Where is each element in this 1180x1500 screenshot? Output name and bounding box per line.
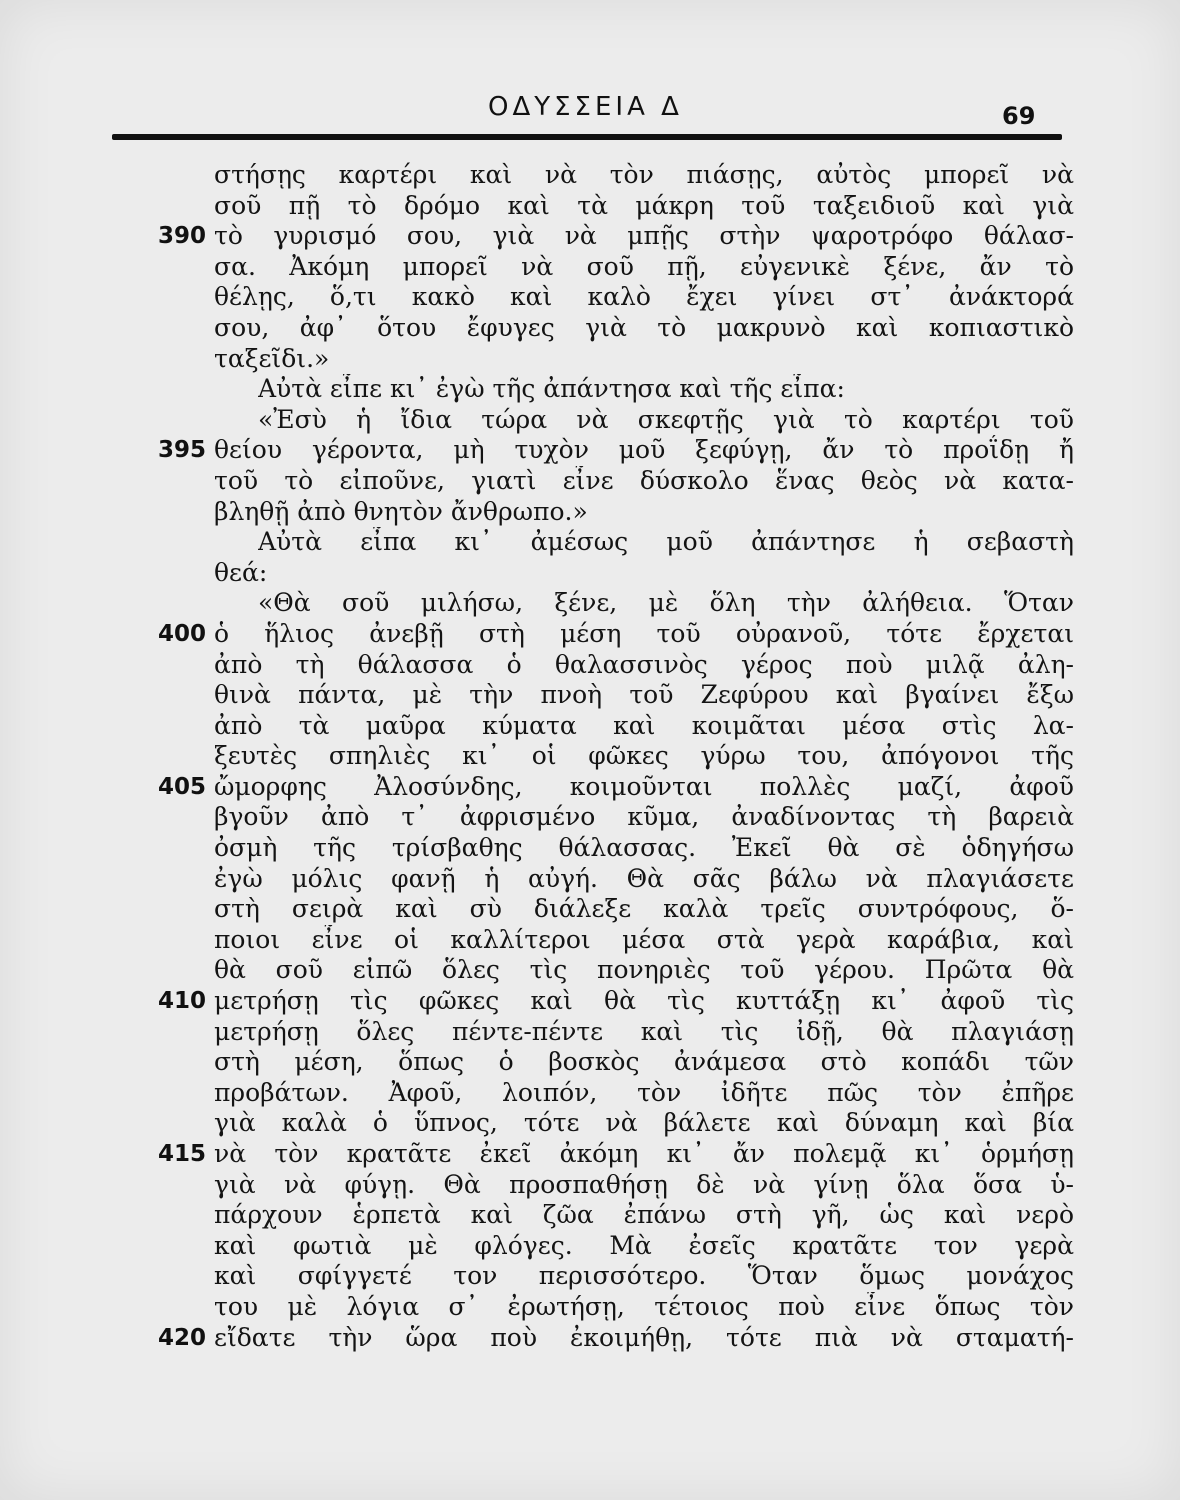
line-text: ταξεῖδι.» xyxy=(214,343,330,373)
text-line xyxy=(0,527,1180,558)
line-text: μετρήσῃ ὅλες πέντε-πέντε καὶ τὶς ἰδῇ, θὰ πλαγιάσῃ xyxy=(214,1016,1074,1046)
line-text: του μὲ λόγια σ᾽ ἐρωτήσῃ, τέτοιος ποὺ εἶνε ὅπως τὸν xyxy=(214,1291,1074,1321)
line-number: 390 xyxy=(158,223,207,250)
header-rule xyxy=(112,134,1062,140)
line-number: 400 xyxy=(158,620,207,647)
line-text: Αὐτὰ εἶπα κι᾽ ἀμέσως μοῦ ἀπάντησε ἡ σεβαστὴ xyxy=(258,527,1074,557)
line-text: βγοῦν ἀπὸ τ᾽ ἀφρισμένο κῦμα, ἀναδίνοντας τὴ βαρειὰ xyxy=(214,802,1074,832)
text-line xyxy=(0,497,1180,528)
text-line xyxy=(0,619,1180,650)
line-number: 395 xyxy=(158,437,207,464)
line-text: τὸ γυρισμό σου, γιὰ νὰ μπῇς στὴν ψαροτρόφο θάλασ- xyxy=(214,221,1074,251)
line-text: σα. Ἀκόμη μπορεῖ νὰ σοῦ πῇ, εὐγενικὲ ξένε, ἄν τὸ xyxy=(214,251,1074,281)
line-text: ὤμορφης Ἀλοσύνδης, κοιμοῦνται πολλὲς μαζί, ἀφοῦ xyxy=(214,771,1074,801)
line-text: στὴ μέση, ὅπως ὁ βοσκὸς ἀνάμεσα στὸ κοπάδι τῶν xyxy=(214,1047,1074,1077)
line-text: Αὐτὰ εἶπε κι᾽ ἐγὼ τῆς ἀπάντησα καὶ τῆς εἶπα: xyxy=(258,374,845,404)
text-line xyxy=(0,772,1180,803)
line-text: στὴ σειρὰ καὶ σὺ διάλεξε καλὰ τρεῖς συντρόφους, ὅ- xyxy=(214,894,1074,924)
line-text: ποιοι εἶνε οἱ καλλίτεροι μέσα στὰ γερὰ καράβια, καὶ xyxy=(214,924,1074,954)
line-text: ξευτὲς σπηλιὲς κι᾽ οἱ φῶκες γύρω του, ἀπόγονοι τῆς xyxy=(214,741,1074,771)
line-text: θὰ σοῦ εἰπῶ ὅλες τὶς πονηριὲς τοῦ γέρου. Πρῶτα θὰ xyxy=(214,955,1074,985)
text-line xyxy=(0,741,1180,772)
text-line xyxy=(0,588,1180,619)
text-line xyxy=(0,313,1180,344)
text-line xyxy=(0,160,1180,191)
text-line xyxy=(0,344,1180,375)
text-line xyxy=(0,191,1180,222)
line-text: γιὰ καλὰ ὁ ὕπνος, τότε νὰ βάλετε καὶ δύναμη καὶ βία xyxy=(214,1108,1074,1138)
line-text: ὁ ἥλιος ἀνεβῇ στὴ μέση τοῦ οὐρανοῦ, τότε ἔρχεται xyxy=(214,618,1074,648)
line-text: ὀσμὴ τῆς τρίσβαθης θάλασσας. Ἐκεῖ θὰ σὲ ὁδηγήσω xyxy=(214,833,1074,863)
line-text: θινὰ πάντα, μὲ τὴν πνοὴ τοῦ Ζεφύρου καὶ βγαίνει ἔξω xyxy=(214,680,1074,710)
text-line xyxy=(0,1261,1180,1292)
page-number: 69 xyxy=(1002,102,1036,130)
text-line xyxy=(0,466,1180,497)
line-number: 420 xyxy=(158,1324,207,1351)
text-line xyxy=(0,1108,1180,1139)
line-number: 405 xyxy=(158,773,207,800)
line-text: νὰ τὸν κρατᾶτε ἐκεῖ ἀκόμη κι᾽ ἄν πολεμᾷ κι᾽ ὁρμήσῃ xyxy=(214,1139,1074,1168)
line-text: τοῦ τὸ εἰποῦνε, γιατὶ εἶνε δύσκολο ἕνας θεὸς νὰ κατα- xyxy=(214,465,1074,495)
text-line xyxy=(0,1078,1180,1109)
line-text: στήσῃς καρτέρι καὶ νὰ τὸν πιάσῃς, αὐτὸς μπορεῖ νὰ xyxy=(214,160,1074,189)
text-line xyxy=(0,252,1180,283)
text-line xyxy=(0,650,1180,681)
line-text: θέλῃς, ὅ,τι κακὸ καὶ καλὸ ἔχει γίνει στ᾽ ἀνάκτορά xyxy=(214,282,1074,312)
line-text: θεά: xyxy=(214,557,268,587)
body-text xyxy=(0,160,1180,1353)
text-line xyxy=(0,802,1180,833)
line-text: καὶ φωτιὰ μὲ φλόγες. Μὰ ἐσεῖς κρατᾶτε τον γερὰ xyxy=(214,1230,1074,1260)
running-header xyxy=(0,88,1180,148)
text-line xyxy=(0,711,1180,742)
line-text: μετρήσῃ τὶς φῶκες καὶ θὰ τὶς κυττάξῃ κι᾽ ἀφοῦ τὶς xyxy=(214,986,1074,1016)
line-text: γιὰ νὰ φύγῃ. Θὰ προσπαθήσῃ δὲ νὰ γίνῃ ὅλα ὅσα ὑ- xyxy=(214,1169,1074,1199)
text-line xyxy=(0,435,1180,466)
text-line xyxy=(0,558,1180,589)
line-text: καὶ σφίγγετέ τον περισσότερο. Ὅταν ὅμως μονάχος xyxy=(214,1261,1074,1291)
line-text: πάρχουν ἑρπετὰ καὶ ζῶα ἐπάνω στὴ γῆ, ὡς καὶ νερὸ xyxy=(214,1200,1074,1230)
text-line xyxy=(0,680,1180,711)
text-line xyxy=(0,1017,1180,1048)
text-line xyxy=(0,894,1180,925)
line-text: σου, ἀφ᾽ ὅτου ἔφυγες γιὰ τὸ μακρυνὸ καὶ κοπιαστικὸ xyxy=(214,312,1074,342)
text-line xyxy=(0,405,1180,436)
text-line xyxy=(0,282,1180,313)
text-line xyxy=(0,221,1180,252)
line-text: εἴδατε τὴν ὥρα ποὺ ἐκοιμήθῃ, τότε πιὰ νὰ σταματή- xyxy=(214,1322,1074,1352)
text-line xyxy=(0,864,1180,895)
line-number: 410 xyxy=(158,988,207,1015)
text-line xyxy=(0,1292,1180,1323)
text-line xyxy=(0,1047,1180,1078)
header-title: ΟΔΥΣΣΕΙΑ Δ xyxy=(488,92,683,122)
line-text: ἀπὸ τὴ θάλασσα ὁ θαλασσινὸς γέρος ποὺ μιλᾷ ἀλη- xyxy=(214,649,1074,679)
text-line xyxy=(0,1323,1180,1354)
line-text: ἐγὼ μόλις φανῇ ἡ αὐγή. Θὰ σᾶς βάλω νὰ πλαγιάσετε xyxy=(214,863,1074,893)
text-line xyxy=(0,1231,1180,1262)
line-text: «Ἐσὺ ἡ ἴδια τώρα νὰ σκεφτῇς γιὰ τὸ καρτέρι τοῦ xyxy=(258,404,1074,434)
text-line xyxy=(0,833,1180,864)
line-text: βληθῇ ἀπὸ θνητὸν ἄνθρωπο.» xyxy=(214,496,588,526)
text-line xyxy=(0,955,1180,986)
text-line xyxy=(0,374,1180,405)
line-text: ἀπὸ τὰ μαῦρα κύματα καὶ κοιμᾶται μέσα στὶς λα- xyxy=(214,710,1074,740)
text-line xyxy=(0,1200,1180,1231)
line-text: σοῦ πῇ τὸ δρόμο καὶ τὰ μάκρη τοῦ ταξειδιοῦ καὶ γιὰ xyxy=(214,190,1074,220)
line-text: θείου γέροντα, μὴ τυχὸν μοῦ ξεφύγῃ, ἄν τὸ προΐδῃ ἤ xyxy=(214,435,1074,465)
line-text: προβάτων. Ἀφοῦ, λοιπόν, τὸν ἰδῆτε πῶς τὸν ἐπῆρε xyxy=(214,1077,1074,1107)
text-line xyxy=(0,1139,1180,1170)
line-text: «Θὰ σοῦ μιλήσω, ξένε, μὲ ὅλη τὴν ἀλήθεια. Ὅταν xyxy=(258,588,1074,618)
text-line xyxy=(0,986,1180,1017)
text-line xyxy=(0,1170,1180,1201)
line-number: 415 xyxy=(158,1141,207,1167)
text-line xyxy=(0,925,1180,956)
